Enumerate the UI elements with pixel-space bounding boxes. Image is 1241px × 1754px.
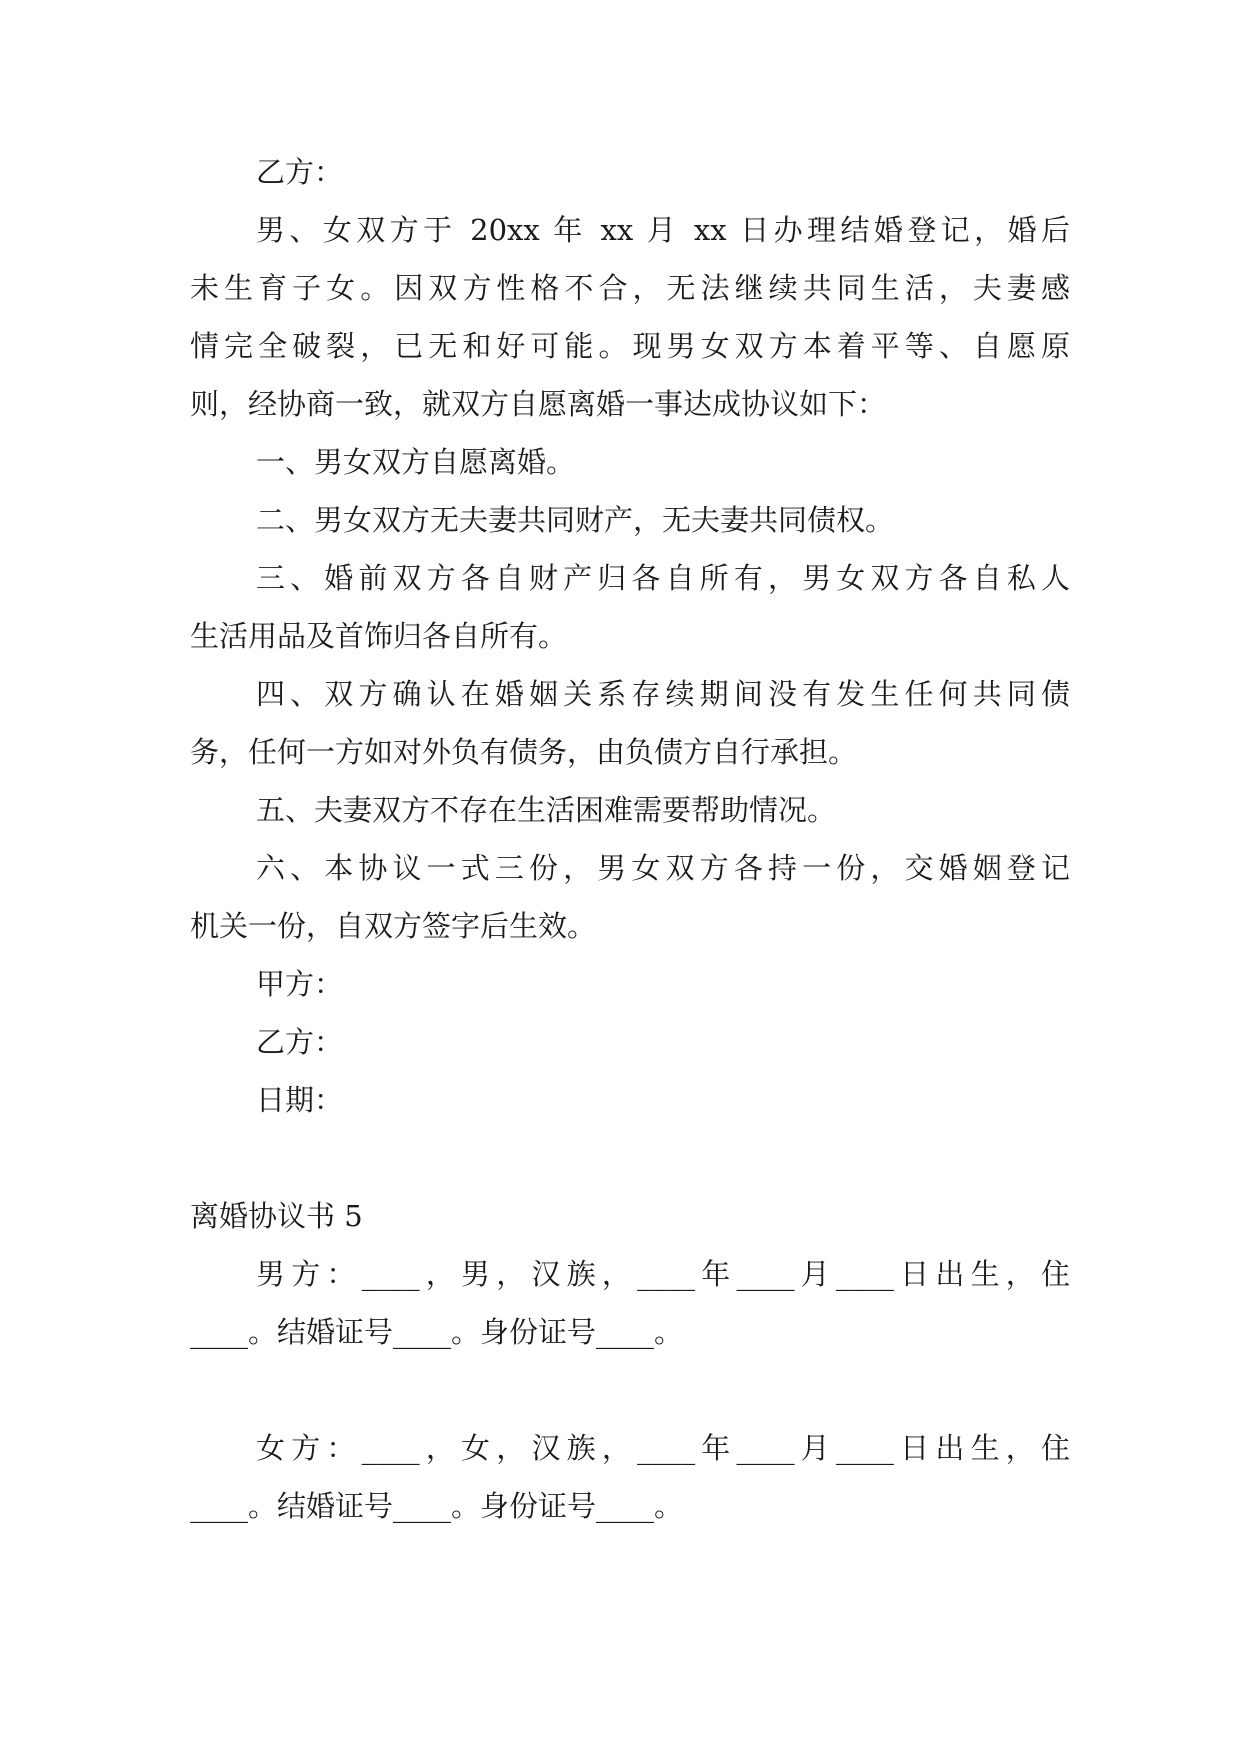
signature-party-a: 甲方： — [256, 967, 344, 1001]
party-b-label-top: 乙方： — [256, 155, 344, 189]
clause-4-line: 务，任何一方如对外负有债务，由负债方自行承担。 — [190, 735, 858, 769]
signature-date: 日期： — [256, 1083, 344, 1117]
clause-5: 五、夫妻双方不存在生活困难需要帮助情况。 — [256, 793, 837, 827]
woman-info-line: ____。结婚证号____。身份证号____。 — [190, 1489, 684, 1523]
clause-1: 一、男女双方自愿离婚。 — [256, 445, 576, 479]
signature-party-b: 乙方： — [256, 1025, 344, 1059]
man-info-line: 男方：____，男，汉族，____年____月____日出生，住 — [256, 1257, 1070, 1291]
section-title: 离婚协议书 5 — [190, 1199, 363, 1233]
clause-6-line: 六、本协议一式三份，男女双方各持一份，交婚姻登记 — [256, 851, 1070, 885]
clause-3-line: 生活用品及首饰归各自所有。 — [190, 619, 568, 653]
man-info-line: ____。结婚证号____。身份证号____。 — [190, 1315, 684, 1349]
intro-paragraph-line: 则，经协商一致，就双方自愿离婚一事达成协议如下： — [190, 387, 887, 421]
woman-info-line: 女方：____，女，汉族，____年____月____日出生，住 — [256, 1431, 1070, 1465]
clause-2: 二、男女双方无夫妻共同财产，无夫妻共同债权。 — [256, 503, 895, 537]
clause-3-line: 三、婚前双方各自财产归各自所有，男女双方各自私人 — [256, 561, 1070, 595]
intro-paragraph-line: 情完全破裂，已无和好可能。现男女双方本着平等、自愿原 — [190, 329, 1070, 363]
intro-paragraph-line: 男、女双方于 20xx 年 xx 月 xx 日办理结婚登记，婚后 — [256, 213, 1070, 247]
clause-6-line: 机关一份，自双方签字后生效。 — [190, 909, 597, 943]
intro-paragraph-line: 未生育子女。因双方性格不合，无法继续共同生活，夫妻感 — [190, 271, 1070, 305]
clause-4-line: 四、双方确认在婚姻关系存续期间没有发生任何共同债 — [256, 677, 1070, 711]
